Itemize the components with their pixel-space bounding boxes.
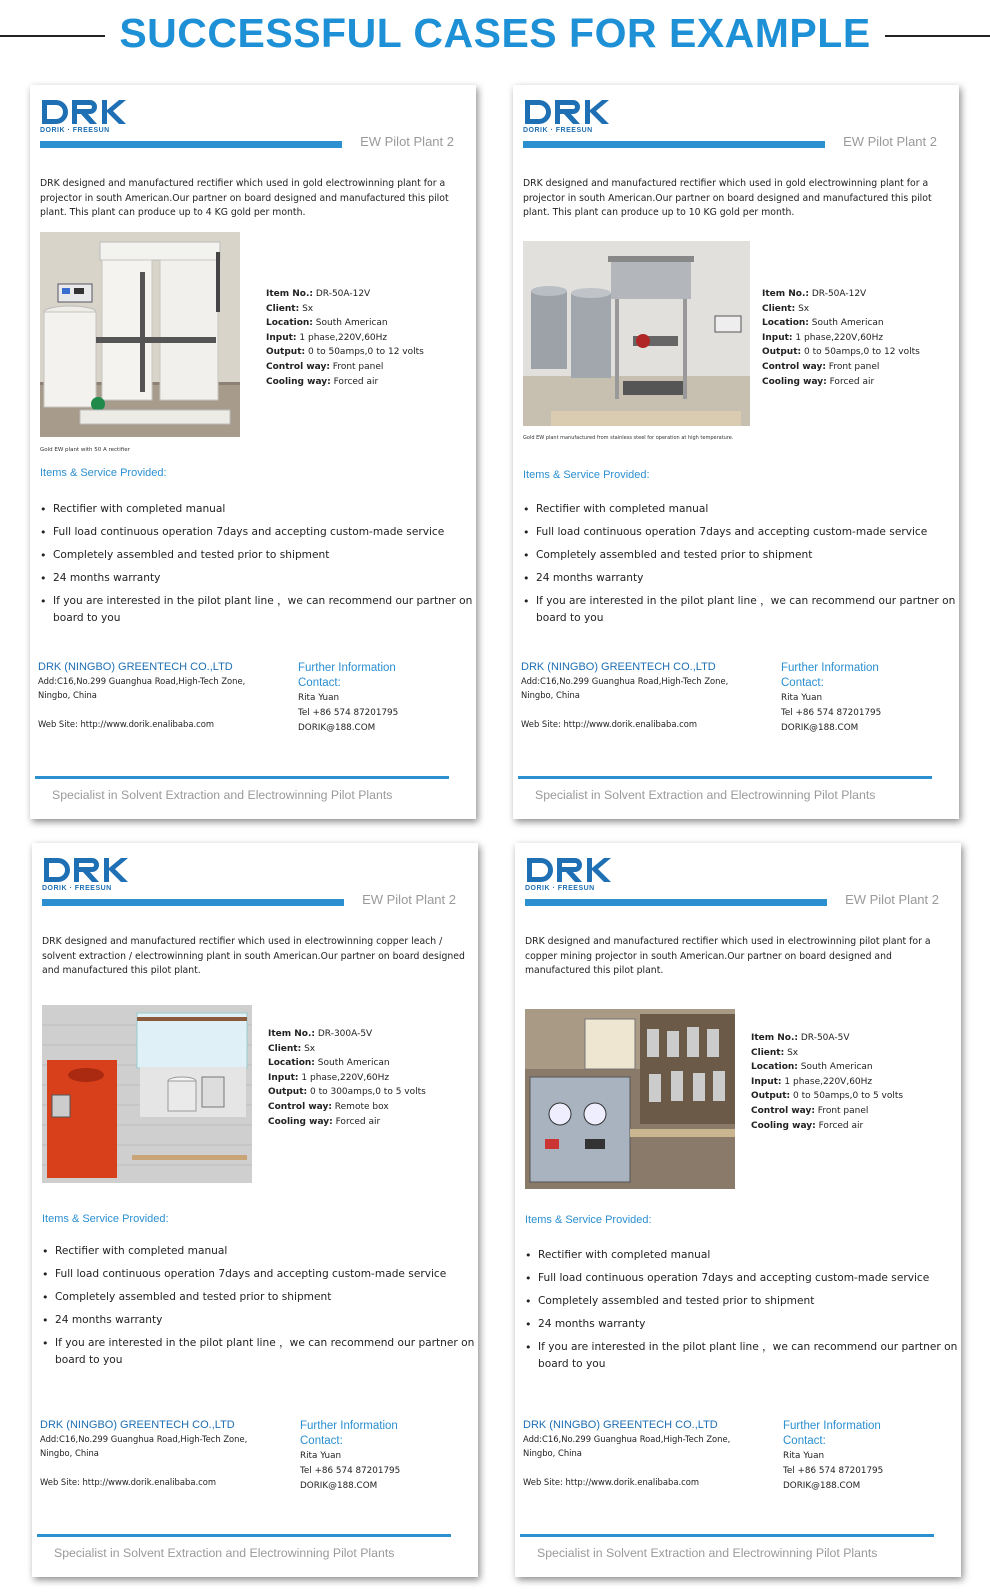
contact-subheading: Contact: bbox=[783, 1435, 826, 1447]
contact-subheading: Contact: bbox=[298, 677, 341, 689]
footer-tagline: Specialist in Solvent Extraction and Electrowinning Pilot Plants bbox=[52, 788, 393, 802]
spec-output: Output: 0 to 50amps,0 to 5 volts bbox=[751, 1091, 904, 1102]
company-address: Add:C16,No.299 Guanghua Road,High-Tech Zone, Ningbo, China bbox=[40, 1434, 248, 1458]
service-list bbox=[523, 501, 957, 633]
case-description: DRK designed and manufactured rectifier which used in gold electrowinning plant for a projector in south American.Our partner on board designed and manufactured this pilot plant. This plant can produce up to 4 KG gold per month. bbox=[40, 178, 449, 219]
drk-logo-mark bbox=[40, 97, 130, 127]
spec-control-way: Control way: Front panel bbox=[266, 361, 384, 372]
list-item: • 24 months warranty bbox=[523, 570, 957, 587]
contact-name: Rita Yuan bbox=[781, 693, 823, 703]
contact-email: DORIK@188.COM bbox=[783, 1481, 861, 1491]
plant-label: EW Pilot Plant 2 bbox=[360, 134, 454, 149]
spec-input: Input: 1 phase,220V,60Hz bbox=[751, 1076, 873, 1087]
spec-client: Client: Sx bbox=[751, 1047, 799, 1058]
contact-block bbox=[781, 661, 881, 736]
spec-item-no: Item No.: DR-50A-5V bbox=[751, 1033, 850, 1043]
spec-input: Input: 1 phase,220V,60Hz bbox=[266, 332, 388, 343]
plant-photo bbox=[42, 1005, 252, 1183]
spec-list bbox=[268, 1027, 426, 1129]
list-item: • Full load continuous operation 7days and accepting custom-made service bbox=[42, 1266, 476, 1283]
company-address: Add:C16,No.299 Guanghua Road,High-Tech Zone, Ningbo, China bbox=[523, 1434, 731, 1458]
list-item: • 24 months warranty bbox=[42, 1312, 476, 1329]
spec-client: Client: Sx bbox=[268, 1043, 316, 1054]
plant-photo bbox=[40, 232, 240, 437]
list-item: • Full load continuous operation 7days and accepting custom-made service bbox=[525, 1270, 959, 1287]
spec-location: Location: South American bbox=[266, 318, 388, 329]
list-item: • 24 months warranty bbox=[525, 1316, 959, 1333]
case-description: DRK designed and manufactured rectifier which used in gold electrowinning plant for a projector in south American.Our partner on board designed and manufactured this pilot plant. This plant can produce up to 10 KG gold per month. bbox=[523, 178, 932, 219]
company-website: Web Site: http://www.dorik.enalibaba.com bbox=[521, 719, 697, 729]
footer-rule bbox=[518, 776, 932, 779]
contact-subheading: Contact: bbox=[781, 677, 824, 689]
list-item: • If you are interested in the pilot plant line ，we can recommend our partner on board to you bbox=[42, 1335, 476, 1369]
photo-caption: Gold EW plant manufactured from stainless steel for operation at high temperature. bbox=[523, 435, 734, 441]
contact-heading: Further Information bbox=[781, 662, 879, 674]
contact-subheading: Contact: bbox=[300, 1435, 343, 1447]
contact-name: Rita Yuan bbox=[298, 693, 340, 703]
company-address: Add:C16,No.299 Guanghua Road,High-Tech Zone, Ningbo, China bbox=[521, 676, 729, 700]
items-heading: Items & Service Provided: bbox=[40, 467, 167, 479]
service-list bbox=[525, 1247, 959, 1379]
case-description: DRK designed and manufactured rectifier which used in electrowinning copper leach / solvent extraction / electrowinning plant in south American.Our partner on board designed and manufactured this pilot plant. bbox=[42, 936, 465, 977]
items-heading: Items & Service Provided: bbox=[525, 1214, 652, 1226]
spec-cooling-way: Cooling way: Forced air bbox=[266, 376, 379, 387]
list-item: • Rectifier with completed manual bbox=[525, 1247, 959, 1264]
case-sheet-4 bbox=[515, 843, 961, 1577]
drk-logo bbox=[525, 855, 615, 895]
list-item: • If you are interested in the pilot plant line ，we can recommend our partner on board to you bbox=[40, 593, 474, 627]
spec-item-no: Item No.: DR-50A-12V bbox=[266, 289, 371, 299]
contact-block bbox=[300, 1419, 400, 1494]
footer-rule bbox=[37, 1534, 451, 1537]
spec-cooling-way: Cooling way: Forced air bbox=[268, 1116, 381, 1127]
footer-tagline: Specialist in Solvent Extraction and Electrowinning Pilot Plants bbox=[535, 788, 876, 802]
list-item: • 24 months warranty bbox=[40, 570, 474, 587]
contact-heading: Further Information bbox=[298, 662, 396, 674]
spec-output: Output: 0 to 50amps,0 to 12 volts bbox=[266, 347, 424, 358]
drk-logo-mark bbox=[525, 855, 615, 885]
list-item: • Rectifier with completed manual bbox=[42, 1243, 476, 1260]
list-item: • Completely assembled and tested prior to shipment bbox=[42, 1289, 476, 1306]
plant-label: EW Pilot Plant 2 bbox=[362, 892, 456, 907]
company-name: DRK (NINGBO) GREENTECH CO.,LTD bbox=[38, 661, 233, 673]
spec-cooling-way: Cooling way: Forced air bbox=[762, 376, 875, 387]
contact-name: Rita Yuan bbox=[300, 1451, 342, 1461]
drk-logo bbox=[42, 855, 132, 895]
company-name: DRK (NINGBO) GREENTECH CO.,LTD bbox=[521, 661, 716, 673]
plant-photo bbox=[523, 241, 750, 426]
drk-logo bbox=[523, 97, 613, 137]
contact-email: DORIK@188.COM bbox=[300, 1481, 378, 1491]
footer-rule bbox=[520, 1534, 934, 1537]
footer-tagline: Specialist in Solvent Extraction and Electrowinning Pilot Plants bbox=[537, 1546, 878, 1560]
plant-label: EW Pilot Plant 2 bbox=[843, 134, 937, 149]
spec-location: Location: South American bbox=[268, 1058, 390, 1069]
company-block bbox=[523, 1419, 771, 1487]
logo-subtitle: DORIK · FREESUN bbox=[40, 127, 110, 134]
service-list bbox=[42, 1243, 476, 1375]
company-name: DRK (NINGBO) GREENTECH CO.,LTD bbox=[523, 1419, 718, 1431]
company-block bbox=[38, 661, 286, 729]
spec-cooling-way: Cooling way: Forced air bbox=[751, 1120, 864, 1131]
spec-output: Output: 0 to 50amps,0 to 12 volts bbox=[762, 347, 920, 358]
spec-list bbox=[751, 1031, 903, 1133]
contact-heading: Further Information bbox=[300, 1420, 398, 1432]
case-description: DRK designed and manufactured rectifier which used in electrowinning pilot plant for a copper mining projector in south American.Our partner on board designed and manufactured this pilot plant. bbox=[525, 936, 931, 977]
list-item: • If you are interested in the pilot plant line ，we can recommend our partner on board to you bbox=[525, 1339, 959, 1373]
case-sheet-3 bbox=[32, 843, 478, 1577]
contact-heading: Further Information bbox=[783, 1420, 881, 1432]
spec-list bbox=[266, 287, 424, 389]
list-item: • If you are interested in the pilot plant line ，we can recommend our partner on board to you bbox=[523, 593, 957, 627]
spec-location: Location: South American bbox=[762, 318, 884, 329]
footer-tagline: Specialist in Solvent Extraction and Electrowinning Pilot Plants bbox=[54, 1546, 395, 1560]
page-title: SUCCESSFUL CASES FOR EXAMPLE bbox=[0, 10, 990, 57]
drk-logo-mark bbox=[42, 855, 132, 885]
contact-name: Rita Yuan bbox=[783, 1451, 825, 1461]
spec-list bbox=[762, 287, 920, 389]
items-heading: Items & Service Provided: bbox=[42, 1213, 169, 1225]
logo-subtitle: DORIK · FREESUN bbox=[525, 885, 595, 892]
contact-email: DORIK@188.COM bbox=[298, 723, 376, 733]
spec-input: Input: 1 phase,220V,60Hz bbox=[762, 332, 884, 343]
company-website: Web Site: http://www.dorik.enalibaba.com bbox=[523, 1477, 699, 1487]
list-item: • Completely assembled and tested prior to shipment bbox=[525, 1293, 959, 1310]
header-blue-bar bbox=[523, 141, 825, 148]
photo-caption: Gold EW plant with 50 A rectifier bbox=[40, 447, 130, 453]
list-item: • Rectifier with completed manual bbox=[523, 501, 957, 518]
list-item: • Completely assembled and tested prior to shipment bbox=[523, 547, 957, 564]
spec-control-way: Control way: Front panel bbox=[751, 1105, 869, 1116]
contact-block bbox=[298, 661, 398, 736]
drk-logo bbox=[40, 97, 130, 137]
company-name: DRK (NINGBO) GREENTECH CO.,LTD bbox=[40, 1419, 235, 1431]
case-sheet-2 bbox=[513, 85, 959, 819]
contact-email: DORIK@188.COM bbox=[781, 723, 859, 733]
case-sheet-1 bbox=[30, 85, 476, 819]
contact-block bbox=[783, 1419, 883, 1494]
logo-subtitle: DORIK · FREESUN bbox=[42, 885, 112, 892]
header-blue-bar bbox=[40, 141, 342, 148]
header-blue-bar bbox=[42, 899, 344, 906]
header-blue-bar bbox=[525, 899, 827, 906]
spec-client: Client: Sx bbox=[762, 303, 810, 314]
contact-tel: Tel +86 574 87201795 bbox=[781, 708, 882, 718]
company-block bbox=[521, 661, 769, 729]
list-item: • Completely assembled and tested prior to shipment bbox=[40, 547, 474, 564]
spec-location: Location: South American bbox=[751, 1062, 873, 1073]
spec-client: Client: Sx bbox=[266, 303, 314, 314]
company-website: Web Site: http://www.dorik.enalibaba.com bbox=[40, 1477, 216, 1487]
company-address: Add:C16,No.299 Guanghua Road,High-Tech Zone, Ningbo, China bbox=[38, 676, 246, 700]
plant-photo bbox=[525, 1009, 735, 1189]
list-item: • Full load continuous operation 7days and accepting custom-made service bbox=[40, 524, 474, 541]
contact-tel: Tel +86 574 87201795 bbox=[298, 708, 399, 718]
spec-item-no: Item No.: DR-300A-5V bbox=[268, 1029, 373, 1039]
company-website: Web Site: http://www.dorik.enalibaba.com bbox=[38, 719, 214, 729]
spec-control-way: Control way: Front panel bbox=[762, 361, 880, 372]
service-list bbox=[40, 501, 474, 633]
footer-rule bbox=[35, 776, 449, 779]
spec-output: Output: 0 to 300amps,0 to 5 volts bbox=[268, 1087, 426, 1098]
spec-item-no: Item No.: DR-50A-12V bbox=[762, 289, 867, 299]
list-item: • Rectifier with completed manual bbox=[40, 501, 474, 518]
list-item: • Full load continuous operation 7days and accepting custom-made service bbox=[523, 524, 957, 541]
contact-tel: Tel +86 574 87201795 bbox=[300, 1466, 401, 1476]
company-block bbox=[40, 1419, 288, 1487]
items-heading: Items & Service Provided: bbox=[523, 469, 650, 481]
page-header bbox=[0, 0, 990, 70]
spec-control-way: Control way: Remote box bbox=[268, 1101, 389, 1112]
drk-logo-mark bbox=[523, 97, 613, 127]
plant-label: EW Pilot Plant 2 bbox=[845, 892, 939, 907]
spec-input: Input: 1 phase,220V,60Hz bbox=[268, 1072, 390, 1083]
logo-subtitle: DORIK · FREESUN bbox=[523, 127, 593, 134]
contact-tel: Tel +86 574 87201795 bbox=[783, 1466, 884, 1476]
